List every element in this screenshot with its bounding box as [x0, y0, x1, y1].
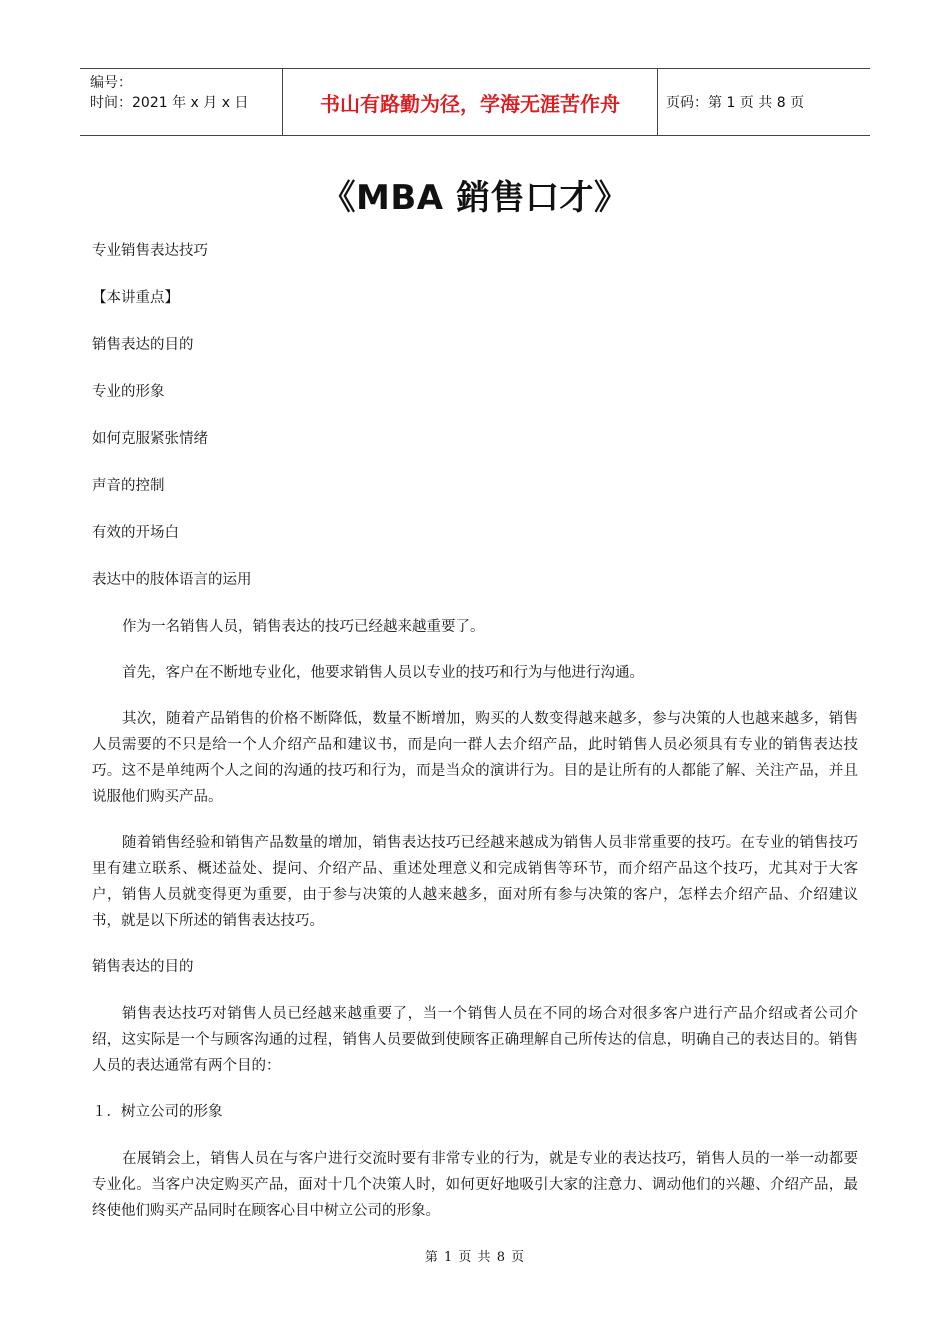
number-label: 编号： — [90, 75, 132, 91]
document-title: 《MBA 銷售口才》 — [321, 178, 629, 218]
paragraph: 销售表达技巧对销售人员已经越来越重要了，当一个销售人员在不同的场合对很多客户进行产品介绍或者公司介绍，这实际是一个与顾客沟通的过程，销售人员要做到使顾客正确理解自己所传达的信息，明确自己的表达目的。销售人员的表达通常有两个目的： — [92, 1006, 858, 1074]
section-heading: 销售表达的目的 — [92, 959, 194, 975]
header-page-code: 页码：第 1 页 共 8 页 — [666, 95, 805, 111]
header-meta — [80, 69, 282, 135]
paragraph: 其次，随着产品销售的价格不断降低，数量不断增加，购买的人数变得越来越多，参与决策的人也越来越多，销售人员需要的不只是给一个人介绍产品和建议书，而是向一群人去介绍产品，此时销售人员必须具有专业的销售表达技巧。这不是单纯两个人之间的沟通的技巧和行为，而是当众的演讲行为。目的是让所有的人都能了解、关注产品，并且说服他们购买产品。 — [92, 711, 858, 805]
paragraph: 作为一名销售人员，销售表达的技巧已经越来越重要了。 — [122, 619, 485, 635]
line-outline-item: 有效的开场白 — [92, 525, 179, 541]
header-motto: 书山有路勤为径，学海无涯苦作舟 — [282, 69, 658, 135]
page-header — [80, 68, 870, 136]
line-topic: 专业销售表达技巧 — [92, 243, 208, 259]
numbered-item: １．树立公司的形象 — [92, 1104, 223, 1120]
paragraph: 首先，客户在不断地专业化，他要求销售人员以专业的技巧和行为与他进行沟通。 — [122, 665, 644, 681]
page-footer: 第 1 页 共 8 页 — [424, 1250, 526, 1265]
line-outline-item: 声音的控制 — [92, 478, 165, 494]
document-body — [92, 238, 858, 1244]
line-outline-item: 专业的形象 — [92, 384, 165, 400]
line-outline-item: 表达中的肢体语言的运用 — [92, 572, 252, 588]
paragraph: 随着销售经验和销售产品数量的增加，销售表达技巧已经越来越成为销售人员非常重要的技巧。在专业的销售技巧里有建立联系、概述益处、提问、介绍产品、重述处理意义和完成销售等环节，而介绍产品这个技巧，尤其对于大客户，销售人员就变得更为重要，由于参与决策的人越来越多，面对所有参与决策的客户，怎样去介绍产品、介绍建议书，就是以下所述的销售表达技巧。 — [92, 835, 858, 929]
time-label: 时间：2021 年 x 月 x 日 — [90, 95, 249, 111]
line-outline-item: 销售表达的目的 — [92, 337, 194, 353]
line-key-points: 【本讲重点】 — [92, 290, 179, 306]
line-outline-item: 如何克服紧张情绪 — [92, 431, 208, 447]
paragraph: 在展销会上，销售人员在与客户进行交流时要有非常专业的行为，就是专业的表达技巧，销售人员的一举一动都要专业化。当客户决定购买产品，面对十几个决策人时，如何更好地吸引大家的注意力、调动他们的兴趣、介绍产品，最终使他们购买产品同时在顾客心目中树立公司的形象。 — [92, 1151, 858, 1219]
